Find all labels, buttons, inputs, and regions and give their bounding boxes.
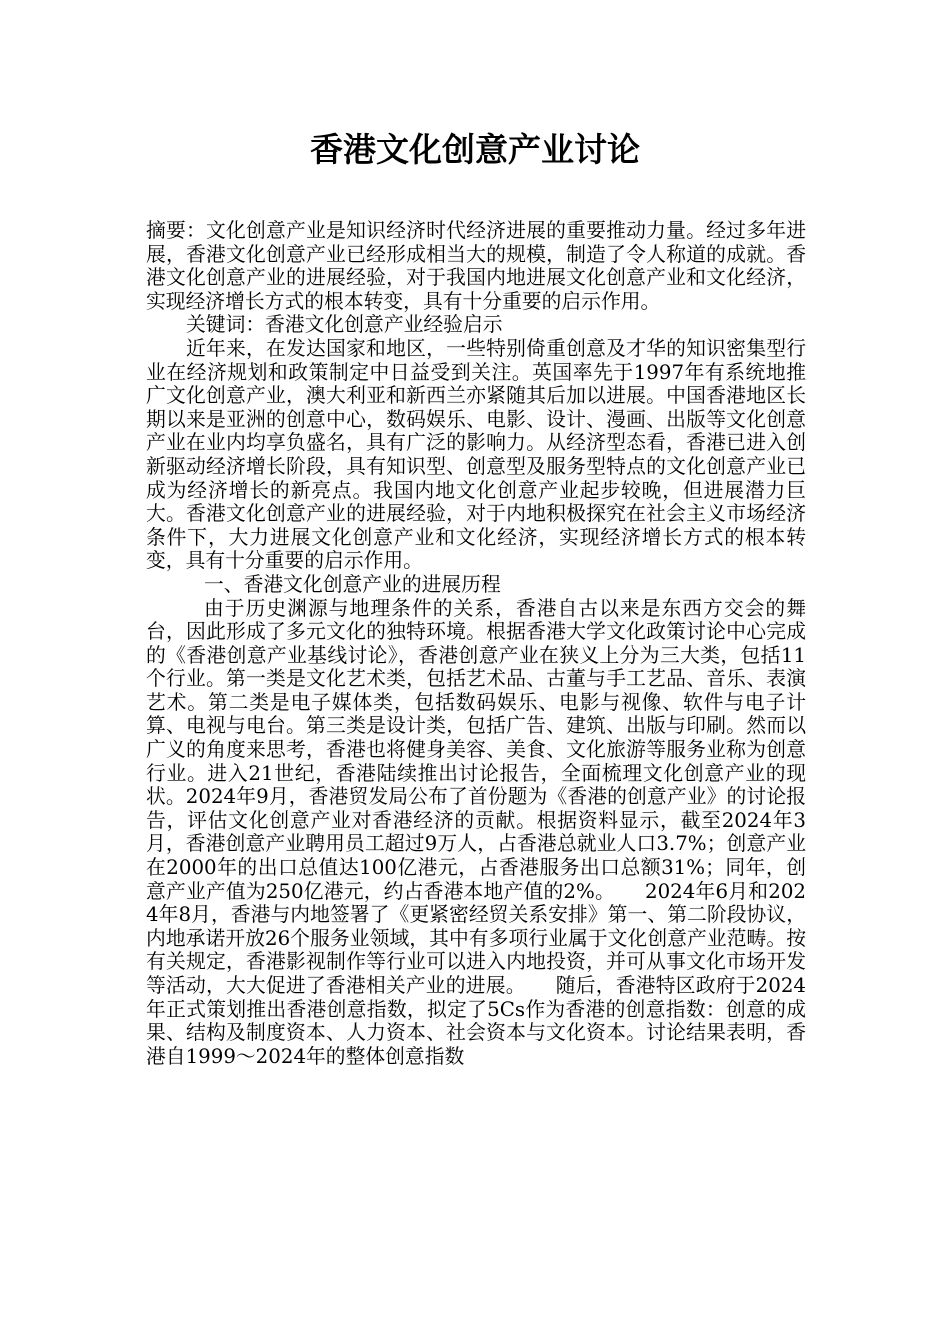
section-heading: 一、香港文化创意产业的进展历程: [204, 572, 501, 596]
document-title: 香港文化创意产业讨论: [310, 130, 640, 169]
abstract-paragraph: 摘要：文化创意产业是知识经济时代经济进展的重要推动力量。经过多年进展，香港文化创意产业已经形成相当大的规模，制造了令人称道的成就。香港文化创意产业的进展经验，对于我国内地进展文化创意产业和文化经济，实现经济增长方式的根本转变，具有十分重要的启示作用。: [146, 219, 806, 313]
keywords-paragraph: 关键词：香港文化创意产业经验启示: [186, 313, 503, 337]
intro-paragraph: 近年来，在发达国家和地区，一些特别倚重创意及才华的知识密集型行业在经济规划和政策制定中日益受到关注。英国率先于1997年有系统地推广文化创意产业，澳大利亚和新西兰亦紧随其后加以进展。中国香港地区长期以来是亚洲的创意中心，数码娱乐、电影、设计、漫画、出版等文化创意产业在业内均享负盛名，具有广泛的影响力。从经济型态看，香港已进入创新驱动经济增长阶段，具有知识型、创意型及服务型特点的文化创意产业已成为经济增长的新亮点。我国内地文化创意产业起步较晚，但进展潜力巨大。香港文化创意产业的进展经验，对于内地积极探究在社会主义市场经济条件下，大力进展文化创意产业和文化经济，实现经济增长方式的根本转变，具有十分重要的启示作用。: [146, 336, 806, 573]
section-body-paragraph: 由于历史渊源与地理条件的关系，香港自古以来是东西方交会的舞台，因此形成了多元文化的独特环境。根据香港大学文化政策讨论中心完成的《香港创意产业基线讨论》，香港创意产业在狭义上分为三大类，包括11个行业。第一类是文化艺术类，包括艺术品、古董与手工艺品、音乐、表演艺术。第二类是电子媒体类，包括数码娱乐、电影与视像、软件与电子计算、电视与电台。第三类是设计类，包括广告、建筑、出版与印刷。然而以广义的角度来思考，香港也将健身美容、美食、文化旅游等服务业称为创意行业。进入21世纪，香港陆续推出讨论报告，全面梳理文化创意产业的现状。2024年9月，香港贸发局公布了首份题为《香港的创意产业》的讨论报告，评估文化创意产业对香港经济的贡献。根据资料显示，截至2024年3月，香港创意产业聘用员工超过9万人，占香港总就业人口3.7%；创意产业在2000年的出口总值达100亿港元，占香港服务出口总额31%；同年，创意产业产值为250亿港元，约占香港本地产值的2%。 2024年6月和2024年8月，香港与内地签署了《更紧密经贸关系安排》第一、第二阶段协议，内地承诺开放26个服务业领域，其中有多项行业属于文化创意产业范畴。按有关规定，香港影视制作等行业可以进入内地投资，并可从事文化市场开发等活动，大大促进了香港相关产业的进展。 随后，香港特区政府于2024年正式策划推出香港创意指数，拟定了5Cs作为香港的创意指数：创意的成果、结构及制度资本、人力资本、社会资本与文化资本。讨论结果表明，香港自1999～2024年的整体创意指数: [146, 596, 806, 1068]
document-body: [146, 219, 806, 1068]
